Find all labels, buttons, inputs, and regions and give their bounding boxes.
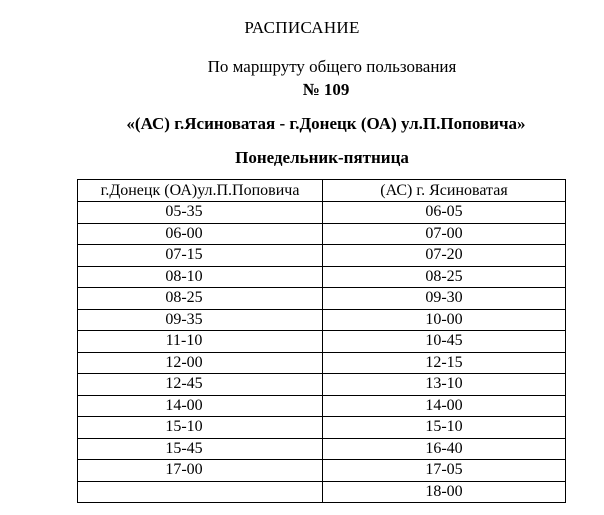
departure-donetsk-cell: 15-10 — [78, 417, 323, 439]
route-name: «(АС) г.Ясиноватая - г.Донецк (ОА) ул.П.Поповича» — [126, 114, 526, 133]
route-number: № 109 — [302, 80, 350, 99]
document-title: РАСПИСАНИЕ — [244, 18, 360, 37]
departure-yasinovataya-cell: 12-15 — [323, 352, 566, 374]
departure-yasinovataya-cell: 15-10 — [323, 417, 566, 439]
departure-donetsk-cell: 08-10 — [78, 266, 323, 288]
departure-donetsk-cell: 15-45 — [78, 438, 323, 460]
departure-donetsk-cell: 14-00 — [78, 395, 323, 417]
table-row — [78, 395, 566, 417]
table-row — [78, 245, 566, 267]
departure-donetsk-cell: 09-35 — [78, 309, 323, 331]
departure-yasinovataya-cell: 10-00 — [323, 309, 566, 331]
departure-yasinovataya-cell: 07-20 — [323, 245, 566, 267]
table-row — [78, 202, 566, 224]
table-row — [78, 417, 566, 439]
departure-yasinovataya-cell: 08-25 — [323, 266, 566, 288]
departure-yasinovataya-cell: 13-10 — [323, 374, 566, 396]
table-row — [78, 288, 566, 310]
table-row — [78, 309, 566, 331]
departure-donetsk-cell: 08-25 — [78, 288, 323, 310]
departure-donetsk-cell: 07-15 — [78, 245, 323, 267]
table-row — [78, 460, 566, 482]
departure-yasinovataya-cell: 07-00 — [323, 223, 566, 245]
table-row — [78, 266, 566, 288]
table-row — [78, 223, 566, 245]
table-row — [78, 374, 566, 396]
departure-donetsk-cell: 11-10 — [78, 331, 323, 353]
document-subtitle: По маршруту общего пользования — [207, 57, 457, 76]
schedule-body — [78, 202, 566, 503]
departure-yasinovataya-cell: 18-00 — [323, 481, 566, 503]
table-row — [78, 481, 566, 503]
table-row — [78, 438, 566, 460]
schedule-days: Понедельник-пятница — [235, 148, 409, 167]
column-header-donetsk: г.Донецк (ОА)ул.П.Поповича — [78, 180, 323, 202]
departure-donetsk-cell: 05-35 — [78, 202, 323, 224]
departure-yasinovataya-cell: 16-40 — [323, 438, 566, 460]
column-header-yasinovataya: (АС) г. Ясиноватая — [323, 180, 566, 202]
departure-yasinovataya-cell: 06-05 — [323, 202, 566, 224]
departure-donetsk-cell: 06-00 — [78, 223, 323, 245]
departure-donetsk-cell: 12-00 — [78, 352, 323, 374]
departure-yasinovataya-cell: 10-45 — [323, 331, 566, 353]
schedule-table — [77, 179, 566, 503]
departure-donetsk-cell: 17-00 — [78, 460, 323, 482]
table-header-row — [78, 180, 566, 202]
departure-yasinovataya-cell: 17-05 — [323, 460, 566, 482]
departure-yasinovataya-cell: 14-00 — [323, 395, 566, 417]
table-row — [78, 352, 566, 374]
departure-donetsk-cell — [78, 481, 323, 503]
table-row — [78, 331, 566, 353]
departure-donetsk-cell: 12-45 — [78, 374, 323, 396]
departure-yasinovataya-cell: 09-30 — [323, 288, 566, 310]
